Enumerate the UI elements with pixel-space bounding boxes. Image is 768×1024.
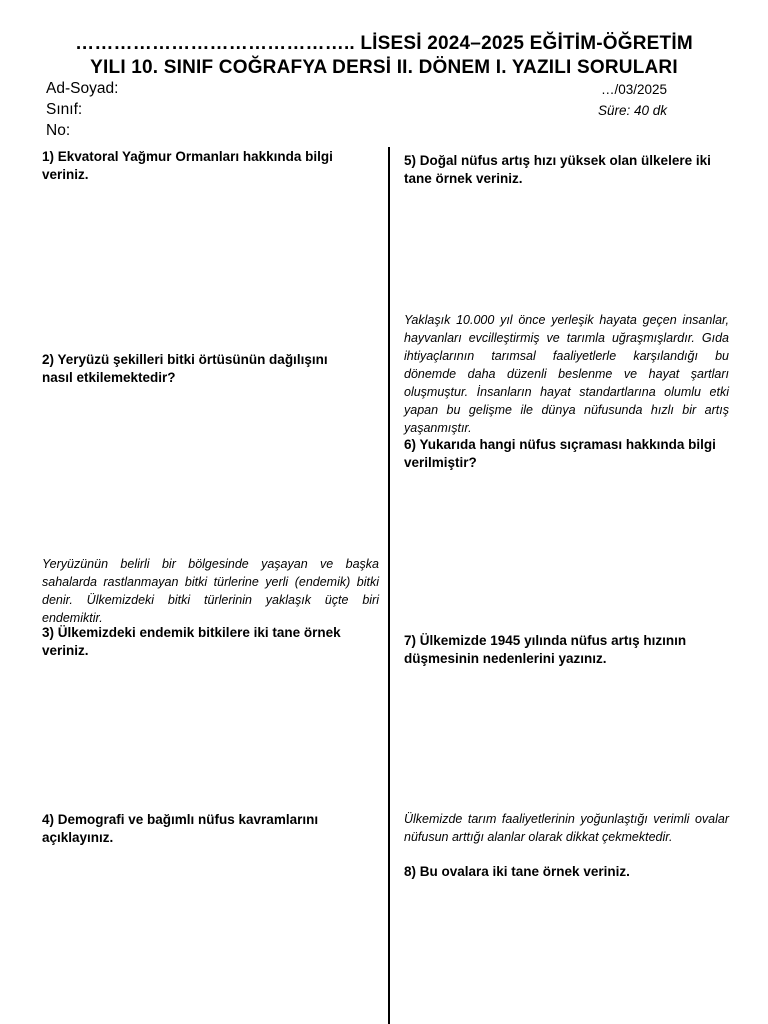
question-8: 8) Bu ovalara iki tane örnek veriniz.: [404, 864, 630, 879]
class-label: Sınıf:: [46, 101, 83, 118]
exam-title-line-1: …………………………………….. LİSESİ 2024–2025 EĞİTİM-ÖĞRETİM: [75, 33, 693, 54]
question-5: 5) Doğal nüfus artış hızı yüksek olan ülkelere iki tane örnek veriniz.: [404, 153, 711, 186]
number-label: No:: [46, 122, 71, 139]
column-divider: [388, 147, 390, 1024]
question-6: 6) Yukarıda hangi nüfus sıçraması hakkında bilgi verilmiştir?: [404, 437, 716, 470]
exam-date: …/03/2025: [600, 82, 667, 97]
passage-endemic-plants: Yeryüzünün belirli bir bölgesinde yaşayan ve başka sahalarda rastlanmayan bitki türlerine yerli (endemik) bitki denir. Ülkemizdeki bitki türlerinin yaklaşık üçte biri endemiktir.: [42, 557, 379, 625]
question-7: 7) Ülkemizde 1945 yılında nüfus artış hızının düşmesinin nedenlerini yazınız.: [404, 633, 687, 666]
question-3: 3) Ülkemizdeki endemik bitkilere iki tane örnek veriniz.: [42, 625, 341, 658]
passage-fertile-plains: Ülkemizde tarım faaliyetlerinin yoğunlaştığı verimli ovalar nüfusun arttığı alanlar olarak dikkat çekmektedir.: [404, 812, 729, 844]
exam-title-line-2: YILI 10. SINIF COĞRAFYA DERSİ II. DÖNEM I. YAZILI SORULARI: [90, 57, 678, 78]
question-4: 4) Demografi ve bağımlı nüfus kavramlarını açıklayınız.: [42, 812, 319, 845]
exam-duration: Süre: 40 dk: [597, 103, 667, 118]
question-2: 2) Yeryüzü şekilleri bitki örtüsünün dağılışını nasıl etkilemektedir?: [42, 352, 328, 385]
name-label: Ad-Soyad:: [46, 80, 119, 97]
passage-population-leap: Yaklaşık 10.000 yıl önce yerleşik hayata geçen insanlar, hayvanları evcilleştirmiş ve tarımla uğraşmışlardır. Gıda ihtiyaçlarının tarımsal faaliyetlerle karşılandığı bu dönemde daha düzenli beslenme ve hayat şartları oluşmuştur. İnsanların hayat standartlarına olumlu etki yapan bu gelişme ile dünya nüfusunda hızlı bir artış yaşanmıştır.: [404, 313, 729, 435]
question-1: 1) Ekvatoral Yağmur Ormanları hakkında bilgi veriniz.: [42, 149, 333, 182]
